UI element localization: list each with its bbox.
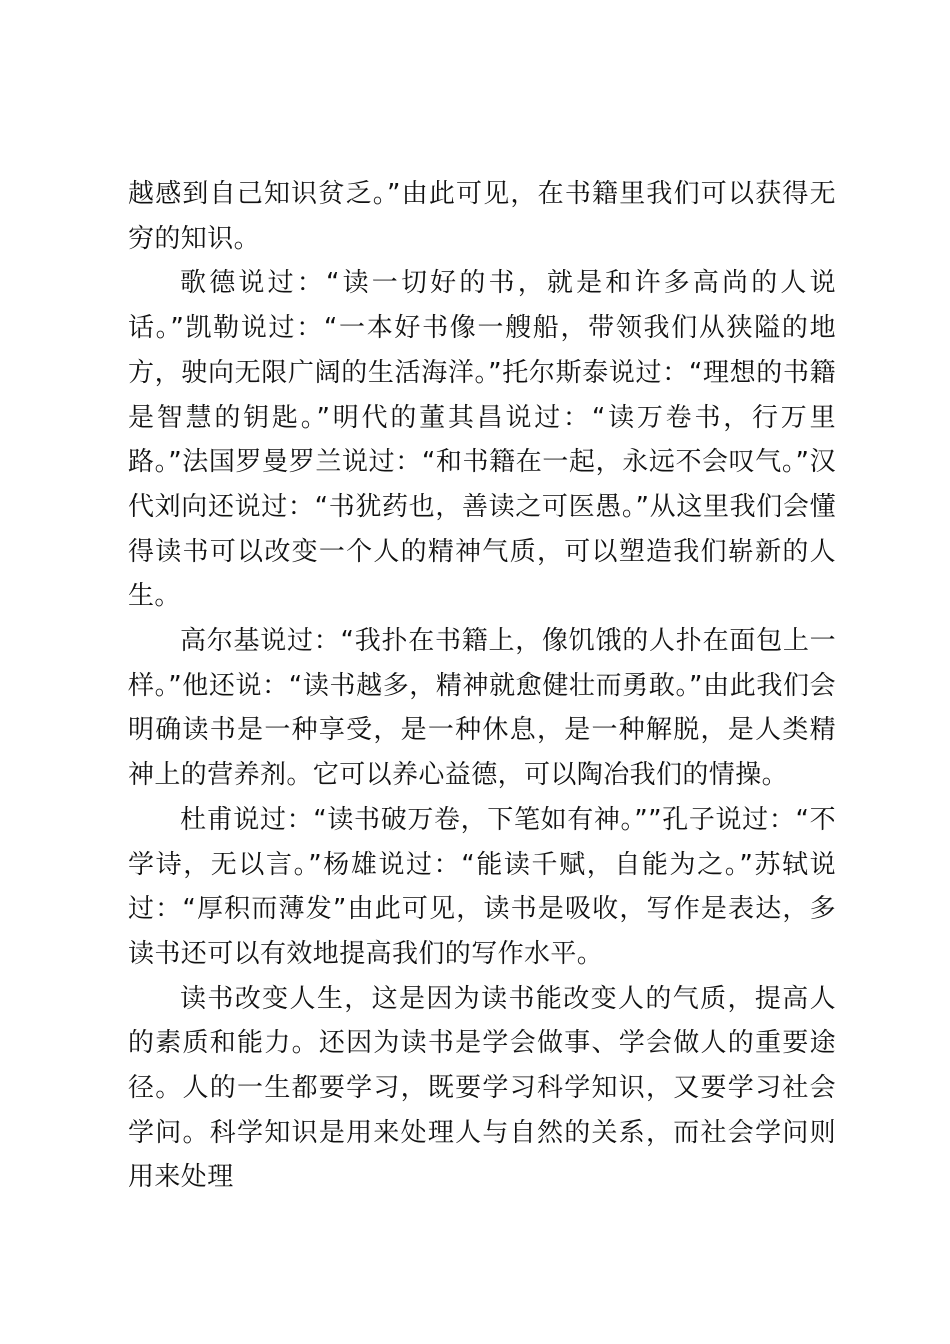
paragraph-3: 高尔基说过：“我扑在书籍上，像饥饿的人扑在面包上一样。”他还说：“读书越多，精神就愈健壮而勇敢。”由此我们会明确读书是一种享受，是一种休息，是一种解脱，是人类精神上的营养剂。它可以养心益德，可以陶冶我们的情操。 [128, 626, 836, 791]
document-body [128, 172, 836, 1200]
paragraph-4: 杜甫说过：“读书破万卷，下笔如有神。””孔子说过：“不学诗，无以言。”杨雄说过：“能读千赋，自能为之。”苏轼说过：“厚积而薄发”由此可见，读书是吸收，写作是表达，多读书还可以有效地提高我们的写作水平。 [128, 804, 836, 969]
paragraph-2: 歌德说过：“读一切好的书，就是和许多高尚的人说话。”凯勒说过：“一本好书像一艘船，带领我们从狭隘的地方，驶向无限广阔的生活海洋。”托尔斯泰说过：“理想的书籍是智慧的钥匙。”明代的董其昌说过：“读万卷书，行万里路。”法国罗曼罗兰说过：“和书籍在一起，永远不会叹气。”汉代刘向还说过：“书犹药也，善读之可医愚。”从这里我们会懂得读书可以改变一个人的精神气质，可以塑造我们崭新的人生。 [128, 268, 836, 612]
paragraph-5: 读书改变人生，这是因为读书能改变人的气质，提高人的素质和能力。还因为读书是学会做事、学会做人的重要途径。人的一生都要学习，既要学习科学知识，又要学习社会学问。科学知识是用来处理人与自然的关系，而社会学问则用来处理 [128, 983, 836, 1193]
paragraph-1: 越感到自己知识贫乏。”由此可见，在书籍里我们可以获得无穷的知识。 [128, 179, 836, 254]
